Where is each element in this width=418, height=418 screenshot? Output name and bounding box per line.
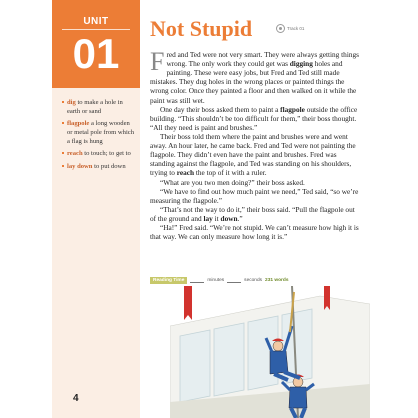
glossary-item (62, 98, 136, 116)
glossary-word: flagpole (67, 120, 90, 128)
seconds-label: seconds (244, 278, 263, 283)
glossary-item (62, 162, 136, 171)
track-label: Track 01 (287, 26, 305, 31)
story-paragraph: “We have to find out how much paint we need,” Ted said, “so we’re measuring the flagpole.” (150, 186, 359, 205)
unit-label: UNIT (83, 16, 109, 27)
minutes-label: minutes (207, 278, 225, 283)
glossary-word: dig (67, 99, 76, 106)
story-text-run: the top of it with a ruler. (194, 168, 267, 178)
unit-badge (52, 0, 140, 88)
vocab-word: digging (289, 59, 313, 69)
story-paragraph: “What are you two men doing?” their boss asked. (160, 177, 305, 187)
story-title: Not Stupid (150, 16, 253, 41)
story-text-run: red and Ted were not very smart. They were always getting things wrong. The only work they could get was (166, 50, 359, 69)
story-text-run: holes and painting. These were easy jobs, but Fred and Ted still made mistakes. They dug holes in the wrong places or painted things the wrong color. Once they painted a floor and then walked on it while the paint was still wet. (150, 59, 357, 105)
vocab-word: flagpole (280, 104, 305, 114)
glossary-word: reach (67, 150, 83, 158)
glossary-definition: a long wooden or metal pole from which a flag is hung (67, 120, 135, 146)
seconds-blank[interactable] (227, 279, 241, 283)
vocab-word: reach (176, 168, 195, 178)
drop-cap: F (150, 47, 165, 76)
unit-number: 01 (72, 30, 120, 77)
story-text-run: One day their boss asked them to paint a (160, 104, 281, 114)
story-text-run: “That’s not the way to do it,” their boss said. “Pull the flagpole out of the ground and (150, 204, 355, 223)
story-text-run: outside the office building. “This shouldn’t be too difficult for them,” their boss thought. “All they need is paint and brushes.” (150, 104, 358, 132)
story-paragraph (150, 105, 360, 132)
reading-time (150, 277, 289, 284)
vocab-word: lay (203, 213, 213, 223)
reading-time-label: Reading Time (150, 277, 187, 284)
story-text-run: it (212, 213, 221, 223)
story-paragraph: “Ha!” Fred said. “We’re not stupid. We can’t measure how high it is that way. We can only measure how long it is.” (150, 223, 359, 242)
glossary-item (62, 149, 136, 158)
glossary-definition: to put down (92, 162, 126, 170)
vocab-word: down (220, 213, 238, 223)
glossary-definition: to make a hole in earth or sand (67, 99, 123, 116)
story-text-run: Their boss told them where the paint and brushes were and went away. An hour later, he came back. Fred and Ted were not painting the flagpole. They didn’t even have the paint and brushes. Fred was standing against the flagpole, and Ted was standing on his shoulders, trying to (150, 131, 356, 178)
minutes-blank[interactable] (190, 279, 204, 283)
glossary-definition: to touch; to get to (82, 150, 131, 158)
word-count: 231 words (265, 278, 289, 283)
glossary-item (62, 119, 136, 146)
page-number: 4 (73, 393, 79, 404)
story-text-run: .” (237, 213, 243, 223)
audio-track[interactable] (276, 24, 304, 33)
glossary-word: lay down (67, 162, 93, 170)
story-paragraph (150, 47, 360, 105)
story-illustration (170, 286, 370, 418)
audio-cd-icon (276, 24, 285, 33)
story-paragraph (150, 205, 360, 223)
glossary (62, 98, 136, 174)
story-paragraph (150, 132, 360, 178)
story-text (150, 47, 360, 242)
